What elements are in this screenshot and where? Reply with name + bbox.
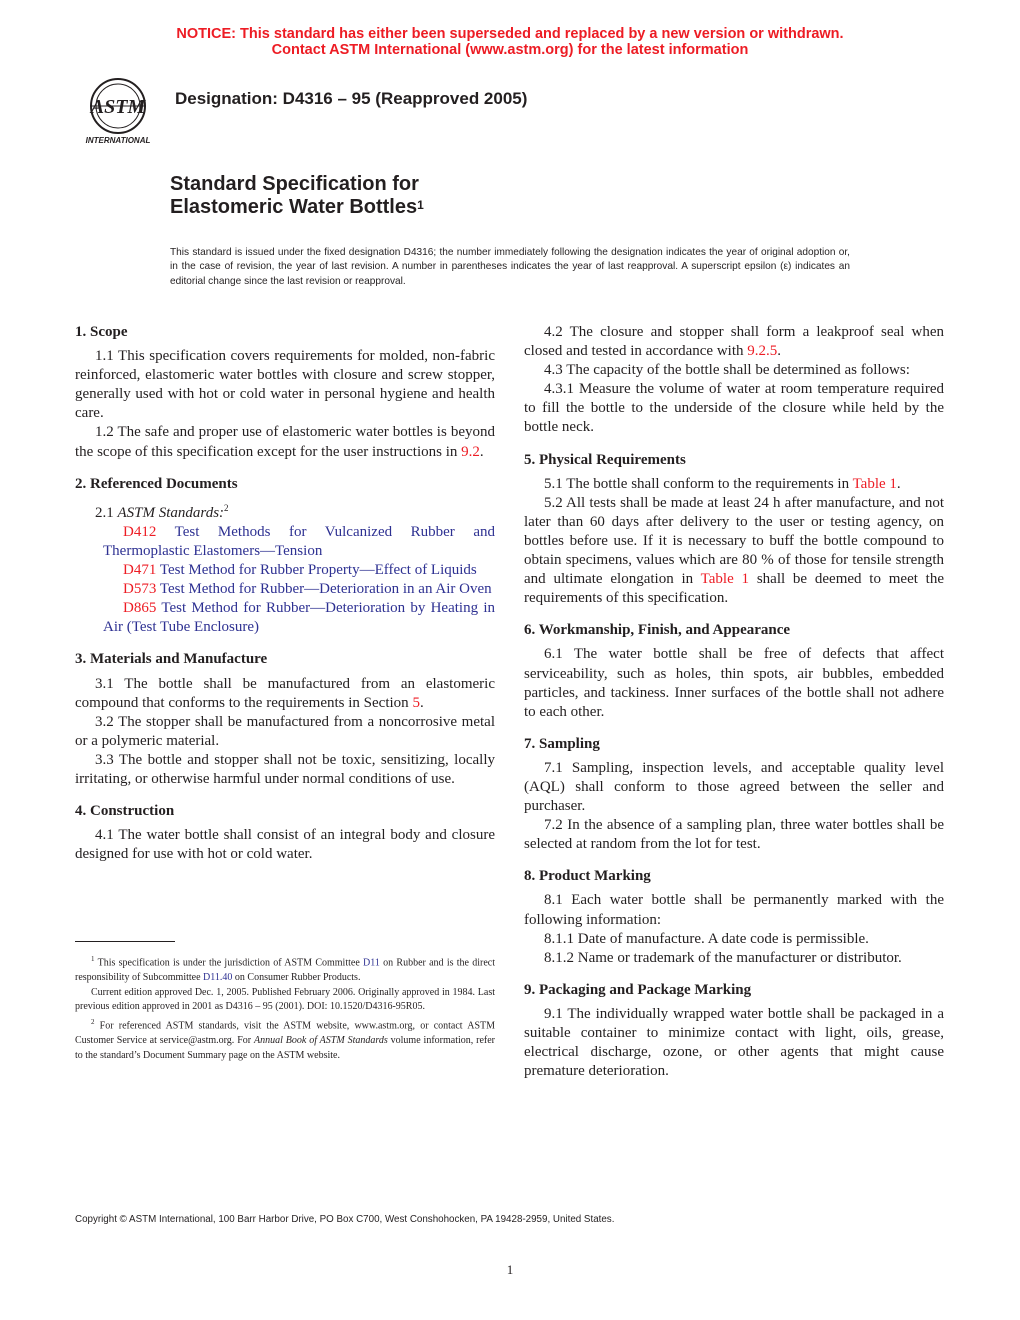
link-table-1[interactable]: Table 1	[700, 571, 750, 588]
footnote-2: $^2$ For referenced ASTM standards, visit the ASTM website, www.astm.org, or contact ASTM Customer Service at service@astm.org. For Annual Book of ASTM Standards volume information, refer to the standard’s Document Summary page on the ASTM website.	[75, 1018, 495, 1061]
para-5-1: 5.1 The bottle shall conform to the requirements in Table 1.	[544, 475, 901, 492]
footnote-rule	[75, 941, 175, 942]
reference-item[interactable]: D865 Test Method for Rubber—Deterioration by Heating in Air (Test Tube Enclosure)	[103, 600, 495, 636]
para-8-1: 8.1 Each water bottle shall be permanently marked with the following information:	[524, 892, 944, 928]
copyright: Copyright © ASTM International, 100 Barr Harbor Drive, PO Box C700, West Conshohocken, PA 19428-2959, United States.	[75, 1214, 615, 1225]
link-table-1[interactable]: Table 1	[852, 475, 897, 492]
link-9-2-5[interactable]: 9.2.5	[747, 343, 778, 360]
logo-text: ASTM	[90, 96, 146, 118]
link-subcommittee-d11-40[interactable]: D11.40	[203, 972, 233, 984]
para-3-2: 3.2 The stopper shall be manufactured from a noncorrosive metal or a polymeric material.	[75, 713, 495, 749]
para-7-2: 7.2 In the absence of a sampling plan, three water bottles shall be selected at random from the lot for test.	[524, 817, 944, 853]
withdrawal-notice	[0, 26, 1020, 58]
page-number: 1	[506, 1262, 514, 1277]
para-4-3: 4.3 The capacity of the bottle shall be determined as follows:	[544, 362, 910, 379]
link-9-2[interactable]: 9.2	[461, 443, 480, 460]
title-footnote-mark[interactable]: 1	[417, 198, 424, 212]
title-line-2	[170, 196, 424, 219]
footnote-1: $^1$ This specification is under the jurisdiction of ASTM Committee D11 on Rubber and is the direct responsibility of Subcommittee D11.40 on Consumer Rubber Products.	[75, 955, 495, 984]
para-5-2: 5.2 All tests shall be made at least 24 h after manufacture, and not later than 60 days after delivery to the user or testing agency, on bottles before use. If it is necessary to buff the bottle compound to obtain specimens, values which are 80 % of those for tensile strength and ultimate elongation in Table 1 shall be deemed to meet the requirements of this specification.	[524, 494, 944, 607]
section-1-heading: 1. Scope	[75, 324, 128, 340]
footnote-1-edition: Current edition approved Dec. 1, 2005. Published February 2006. Originally approved in 1984. Last previous edition approved in 2001 as D4316 – 95 (2001). DOI: 10.1520/D4316-95R05.	[75, 986, 495, 1013]
para-3-3: 3.3 The bottle and stopper shall not be toxic, sensitizing, locally irritating, or otherwise harmful under normal conditions of use.	[75, 751, 495, 787]
title-line-1: Standard Specification for	[170, 173, 419, 195]
right-column	[524, 323, 944, 1081]
section-7-heading: 7. Sampling	[524, 735, 600, 752]
para-8-1-2: 8.1.2 Name or trademark of the manufacturer or distributor.	[544, 949, 902, 966]
title-line-2-text: Elastomeric Water Bottles	[170, 196, 418, 218]
designation: Designation: D4316 – 95 (Reapproved 2005)	[175, 89, 528, 108]
astm-logo	[76, 76, 160, 148]
left-column	[75, 323, 495, 864]
reference-item[interactable]: D471 Test Method for Rubber Property—Effect of Liquids	[123, 562, 477, 579]
notice-line-2: Contact ASTM International (www.astm.org) for the latest information	[271, 42, 749, 58]
section-9-heading: 9. Packaging and Package Marking	[524, 981, 752, 998]
para-4-1: 4.1 The water bottle shall consist of an integral body and closure designed for use with hot or cold water.	[75, 827, 495, 863]
para-4-2: 4.2 The closure and stopper shall form a leakproof seal when closed and tested in accordance with 9.2.5.	[524, 324, 944, 360]
document-title	[170, 173, 424, 219]
footnotes	[75, 952, 495, 1064]
logo-subtext: INTERNATIONAL	[85, 136, 151, 145]
astm-logo-icon	[76, 76, 160, 148]
para-3-1: 3.1 The bottle shall be manufactured from an elastomeric compound that conforms to the requirements in Section 5.	[75, 675, 495, 711]
notice-line-1: NOTICE: This standard has either been superseded and replaced by a new version or withdrawn.	[176, 26, 844, 42]
para-2-1: 2.1 ASTM Standards:$^2$	[95, 502, 229, 521]
section-3-heading: 3. Materials and Manufacture	[75, 651, 268, 668]
section-5-heading: 5. Physical Requirements	[524, 451, 686, 468]
section-8-heading: 8. Product Marking	[524, 868, 651, 885]
para-4-3-1: 4.3.1 Measure the volume of water at room temperature required to fill the bottle to the underside of the closure while held by the bottle neck.	[524, 381, 944, 436]
reference-item[interactable]: D412 Test Methods for Vulcanized Rubber and Thermoplastic Elastomers—Tension	[103, 523, 495, 559]
preamble: This standard is issued under the fixed designation D4316; the number immediately following the designation indicates the year of original adoption or, in the case of revision, the year of last revision. A number in parentheses indicates the year of last reapproval. A superscript epsilon (ε) indicates an editorial change since the last revision or reapproval.	[170, 247, 850, 287]
section-6-heading: 6. Workmanship, Finish, and Appearance	[524, 622, 791, 639]
para-9-1: 9.1 The individually wrapped water bottle shall be packaged in a suitable container to minimize contact with light, oils, grease, electrical discharge, ozone, or other agents that might cause premature deterioration.	[524, 1005, 944, 1080]
section-2-heading: 2. Referenced Documents	[75, 475, 238, 492]
para-1-2: 1.2 The safe and proper use of elastomeric water bottles is beyond the scope of this specification except for the user instructions in 9.2.	[75, 424, 495, 460]
para-7-1: 7.1 Sampling, inspection levels, and acceptable quality level (AQL) shall conform to those agreed between the seller and purchaser.	[524, 759, 944, 815]
para-8-1-1: 8.1.1 Date of manufacture. A date code is permissible.	[544, 930, 869, 947]
section-4-heading: 4. Construction	[75, 803, 175, 820]
reference-item[interactable]: D573 Test Method for Rubber—Deterioration in an Air Oven	[123, 581, 492, 598]
link-committee-d11[interactable]: D11	[363, 957, 380, 969]
para-6-1: 6.1 The water bottle shall be free of defects that affect serviceability, such as holes, thin spots, air bubbles, embedded particles, and tackiness. Inner surfaces of the bottle shall not adhere to each other.	[524, 646, 944, 720]
para-1-1: 1.1 This specification covers requirements for molded, non-fabric reinforced, elastomeric water bottles with closure and screw stopper, generally used with hot or cold water in personal hygiene and health care.	[75, 348, 495, 422]
link-section-5[interactable]: 5	[412, 694, 420, 711]
